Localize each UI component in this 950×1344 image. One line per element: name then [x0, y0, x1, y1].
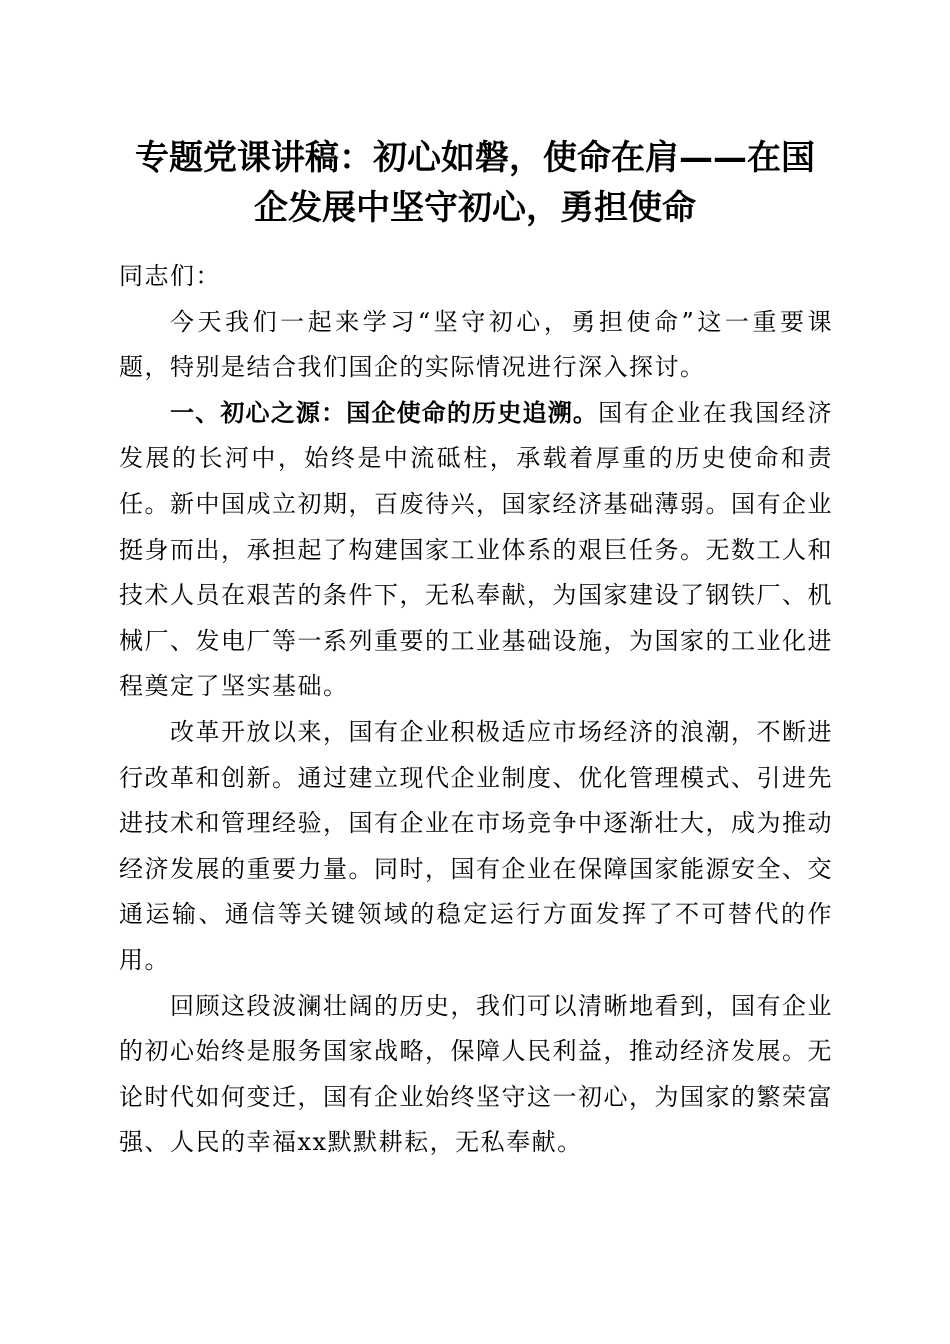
title-line-1: 专题党课讲稿：初心如磐，使命在肩——在国 — [135, 138, 815, 178]
document-title — [110, 133, 840, 233]
section-1-heading: 一、初心之源：国企使命的历史追溯。 — [170, 398, 599, 427]
section-1-paragraph — [119, 391, 833, 710]
intro-paragraph: 今天我们一起来学习“坚守初心，勇担使命”这一重要课题，特别是结合我们国企的实际情况进行深入探讨。 — [119, 307, 833, 382]
paragraph-2: 改革开放以来，国有企业积极适应市场经济的浪潮，不断进行改革和创新。通过建立现代企业制度、优化管理模式、引进先进技术和管理经验，国有企业在市场竞争中逐渐壮大，成为推动经济发展的重要力量。同时，国有企业在保障国家能源安全、交通运输、通信等关键领域的稳定运行方面发挥了不可替代的作用。 — [119, 717, 833, 974]
section-1-text: 国有企业在我国经济发展的长河中，始终是中流砥柱，承载着厚重的历史使命和责任。新中国成立初期，百废待兴，国家经济基础薄弱。国有企业挺身而出，承担起了构建国家工业体系的艰巨任务。无数工人和技术人员在艰苦的条件下，无私奉献，为国家建设了钢铁厂、机械厂、发电厂等一系列重要的工业基础设施，为国家的工业化进程奠定了坚实基础。 — [119, 398, 834, 701]
salutation: 同志们： — [119, 262, 221, 290]
title-line-2: 企发展中坚守初心，勇担使命 — [254, 188, 696, 228]
paragraph-3: 回顾这段波澜壮阔的历史，我们可以清晰地看到，国有企业的初心始终是服务国家战略，保障人民利益，推动经济发展。无论时代如何变迁，国有企业始终坚守这一初心，为国家的繁荣富强、人民的幸福xx默默耕耘，无私奉献。 — [119, 991, 833, 1157]
document-body — [119, 254, 833, 1166]
